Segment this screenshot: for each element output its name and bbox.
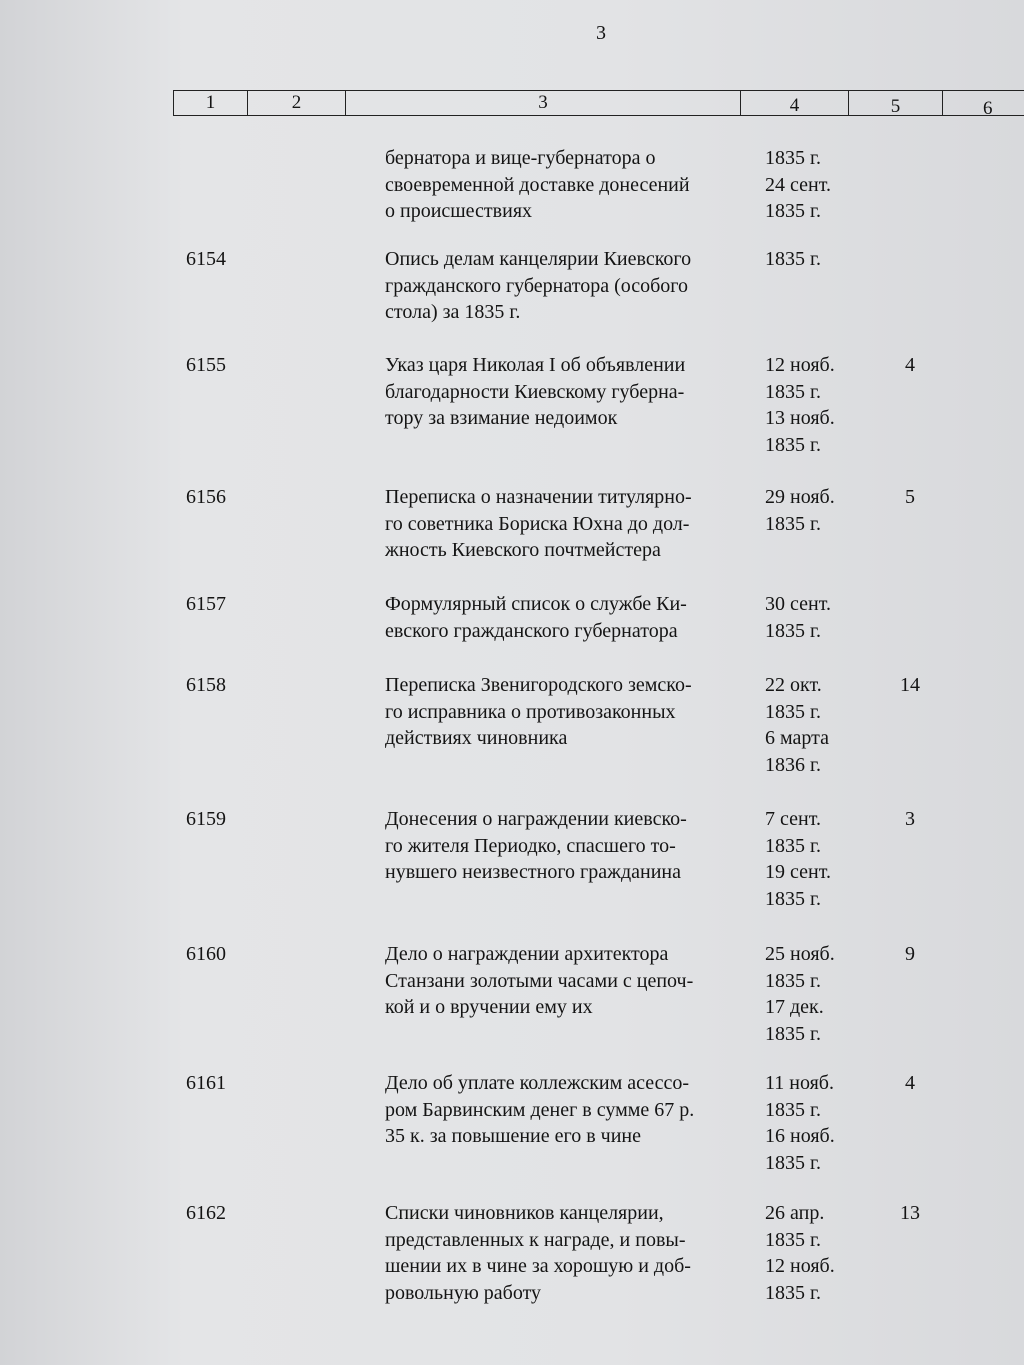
- description-line: Списки чиновников канцелярии,: [385, 1202, 664, 1224]
- date-line: 1835 г.: [765, 512, 821, 535]
- date-line: 1835 г.: [765, 1228, 821, 1251]
- date-line: 6 марта: [765, 727, 829, 749]
- description-line: Дело об уплате коллежским асессо-: [385, 1072, 690, 1094]
- entry-sheet-count: 9: [905, 943, 915, 965]
- description-line: Опись делам канцелярии Киевского: [385, 248, 692, 270]
- entry-description: [385, 246, 755, 326]
- entry-sheet-count: 5: [905, 486, 915, 508]
- page-number: 3: [596, 22, 606, 44]
- entry-description: [385, 591, 755, 644]
- table-header: [173, 90, 1024, 119]
- description-line: Дело о награждении архитектора: [385, 943, 669, 965]
- entry-dates: [765, 352, 865, 458]
- entry-dates: [765, 941, 865, 1047]
- date-line: 12 нояб.: [765, 1255, 835, 1277]
- description-line: тору за взимание недоимок: [385, 407, 618, 429]
- entry-sheet-count: 3: [905, 808, 915, 830]
- description-line: своевременной доставке донесений: [385, 173, 690, 196]
- entry-dates: [765, 1200, 865, 1306]
- description-line: действиях чиновника: [385, 727, 568, 749]
- entry-dates: [765, 1070, 865, 1176]
- description-line: Указ царя Николая I об объявлении: [385, 354, 686, 376]
- entry-description: [385, 352, 755, 432]
- description-line: кой и о вручении ему их: [385, 996, 593, 1018]
- date-line: 29 нояб.: [765, 486, 835, 508]
- entry-number: 6162: [186, 1202, 226, 1224]
- date-line: 13 нояб.: [765, 407, 835, 429]
- entry-description: [385, 1070, 755, 1150]
- date-line: 1835 г.: [765, 248, 821, 270]
- description-line: Формулярный список о службе Ки-: [385, 593, 687, 615]
- date-line: 1835 г.: [765, 1022, 821, 1045]
- date-line: 1835 г.: [765, 147, 821, 169]
- entry-sheet-count: 4: [905, 1072, 915, 1094]
- entry-number: 6161: [186, 1072, 226, 1094]
- description-line: гражданского губернатора (особого: [385, 274, 688, 297]
- entry-dates: [765, 806, 865, 912]
- description-line: Станзани золотыми часами с цепоч-: [385, 969, 694, 992]
- date-line: 25 нояб.: [765, 943, 835, 965]
- description-line: шении их в чине за хорошую и доб-: [385, 1255, 691, 1277]
- date-line: 26 апр.: [765, 1202, 825, 1224]
- date-line: 1835 г.: [765, 887, 821, 910]
- entry-description: [385, 484, 755, 564]
- date-line: 30 сент.: [765, 593, 831, 615]
- entry-sheet-count: 4: [905, 354, 915, 376]
- description-line: Донесения о награждении киевско-: [385, 808, 687, 830]
- date-line: 1835 г.: [765, 700, 821, 723]
- date-line: 1835 г.: [765, 433, 821, 456]
- description-line: представленных к награде, и повы-: [385, 1228, 686, 1251]
- entry-sheet-count: 14: [900, 674, 920, 696]
- entry-number: 6160: [186, 943, 226, 965]
- entry-number: 6155: [186, 354, 226, 376]
- date-line: 1835 г.: [765, 380, 821, 403]
- entry-description: [385, 672, 755, 752]
- date-line: 1835 г.: [765, 1281, 821, 1304]
- entry-dates: [765, 246, 865, 273]
- date-line: 24 сент.: [765, 173, 831, 196]
- date-line: 16 нояб.: [765, 1125, 835, 1147]
- description-line: го жителя Периодко, спасшего то-: [385, 834, 676, 857]
- entry-dates: [765, 591, 865, 644]
- description-line: стола) за 1835 г.: [385, 301, 521, 323]
- description-line: благодарности Киевскому губерна-: [385, 380, 685, 403]
- description-line: ровольную работу: [385, 1281, 542, 1304]
- column-header-1: 1: [174, 91, 248, 115]
- date-line: 12 нояб.: [765, 354, 835, 376]
- column-header-4: 4: [741, 91, 849, 115]
- entry-number: 6157: [186, 593, 226, 615]
- date-line: 1835 г.: [765, 1151, 821, 1174]
- date-line: 1836 г.: [765, 753, 821, 776]
- entry-number: 6158: [186, 674, 226, 696]
- date-line: 1835 г.: [765, 619, 821, 642]
- description-line: о происшествиях: [385, 200, 533, 222]
- entry-dates: [765, 672, 865, 778]
- description-line: го советника Бориска Юхна до дол-: [385, 512, 690, 535]
- column-header-3: 3: [346, 91, 741, 115]
- description-line: го исправника о противозаконных: [385, 700, 676, 723]
- entry-dates: [765, 145, 865, 225]
- entry-description: [385, 806, 755, 886]
- date-line: 19 сент.: [765, 861, 831, 883]
- date-line: 1835 г.: [765, 969, 821, 992]
- entry-dates: [765, 484, 865, 537]
- entry-number: 6159: [186, 808, 226, 830]
- entry-sheet-count: 13: [900, 1202, 920, 1224]
- date-line: 17 дек.: [765, 996, 824, 1018]
- entry-number: 6154: [186, 248, 226, 270]
- date-line: 7 сент.: [765, 808, 821, 830]
- entry-description: [385, 1200, 755, 1306]
- description-line: евского гражданского губернатора: [385, 619, 678, 642]
- date-line: 1835 г.: [765, 1098, 821, 1121]
- entry-number: 6156: [186, 486, 226, 508]
- description-line: Переписка Звенигородского земско-: [385, 674, 692, 696]
- description-line: нувшего неизвестного гражданина: [385, 861, 681, 883]
- column-header-5: 5: [849, 91, 943, 115]
- date-line: 1835 г.: [765, 834, 821, 857]
- date-line: 1835 г.: [765, 200, 821, 222]
- description-line: бернатора и вице-губернатора о: [385, 147, 656, 169]
- description-line: жность Киевского почтмейстера: [385, 539, 661, 561]
- column-header-2: 2: [248, 91, 346, 115]
- description-line: ром Барвинским денег в сумме 67 р.: [385, 1098, 695, 1121]
- date-line: 11 нояб.: [765, 1072, 834, 1094]
- description-line: 35 к. за повышение его в чине: [385, 1125, 642, 1147]
- entry-description: [385, 941, 755, 1021]
- column-header-6: 6: [983, 98, 993, 119]
- entry-description: [385, 145, 755, 225]
- date-line: 22 окт.: [765, 674, 822, 696]
- description-line: Переписка о назначении титулярно-: [385, 486, 692, 508]
